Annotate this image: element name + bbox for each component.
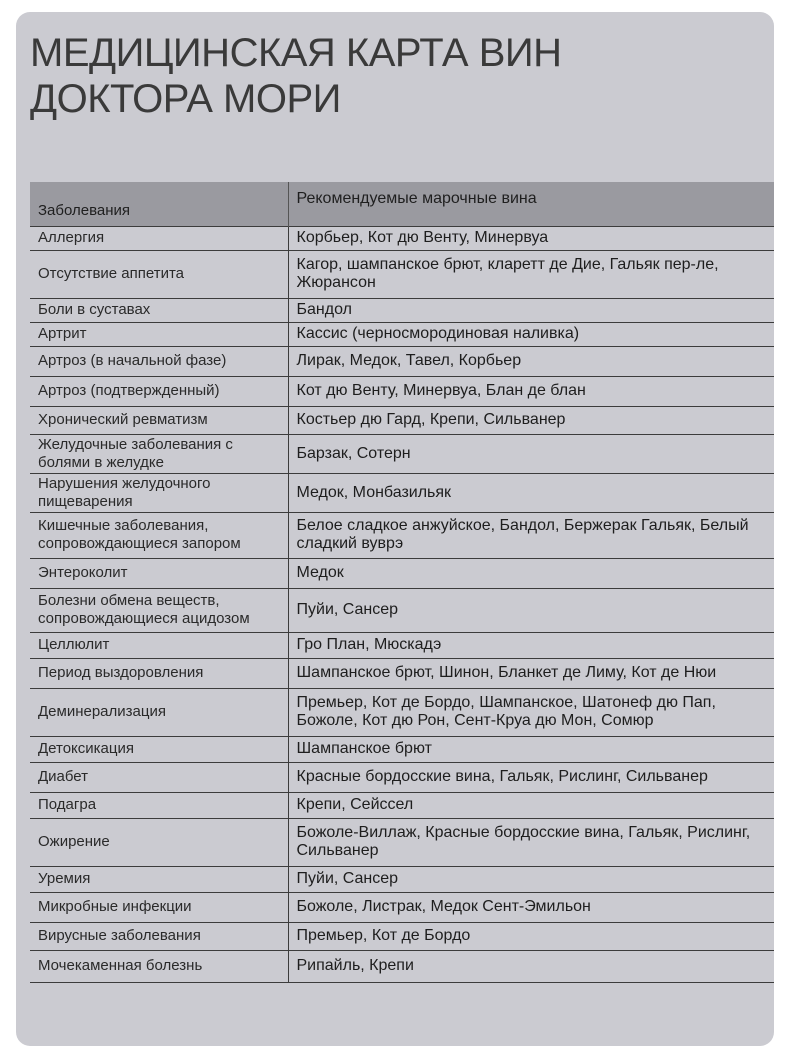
book-page [16, 12, 774, 1046]
disease-cell: Кишечные заболевания, сопровождающиеся запором [30, 512, 288, 558]
disease-cell: Артрит [30, 322, 288, 346]
wines-cell: Рипайль, Крепи [288, 950, 774, 982]
disease-cell: Боли в суставах [30, 298, 288, 322]
wines-cell: Гро План, Мюскадэ [288, 632, 774, 658]
table-row [30, 322, 774, 346]
disease-cell: Вирусные заболевания [30, 922, 288, 950]
wines-cell: Бандол [288, 298, 774, 322]
wines-cell: Пуйи, Сансер [288, 866, 774, 892]
wines-cell: Божоле, Листрак, Медок Сент-Эмильон [288, 892, 774, 922]
table-row [30, 762, 774, 792]
table-row [30, 406, 774, 434]
title-line-2: ДОКТОРА МОРИ [30, 77, 341, 121]
wines-cell: Пуйи, Сансер [288, 588, 774, 632]
disease-cell: Период выздоровления [30, 658, 288, 688]
table-row [30, 922, 774, 950]
wines-cell: Медок, Монбазильяк [288, 473, 774, 512]
wines-cell: Крепи, Сейссел [288, 792, 774, 818]
table-row [30, 558, 774, 588]
disease-cell: Ожирение [30, 818, 288, 866]
table-row [30, 658, 774, 688]
page-title [30, 30, 562, 122]
disease-cell: Мочекаменная болезнь [30, 950, 288, 982]
wines-cell: Красные бордосские вина, Гальяк, Рислинг, Сильванер [288, 762, 774, 792]
wines-cell: Корбьер, Кот дю Венту, Минервуа [288, 226, 774, 250]
header-wines: Рекомендуемые марочные вина [288, 182, 774, 226]
wines-cell: Божоле-Виллаж, Красные бордосские вина, Гальяк, Рислинг, Сильванер [288, 818, 774, 866]
disease-cell: Артроз (в начальной фазе) [30, 346, 288, 376]
wines-cell: Кагор, шампанское брют, кларетт де Дие, Гальяк пер-ле, Жюрансон [288, 250, 774, 298]
table-row [30, 632, 774, 658]
disease-cell: Аллергия [30, 226, 288, 250]
table-row [30, 376, 774, 406]
disease-cell: Деминерализация [30, 688, 288, 736]
wines-cell: Кассис (черносмородиновая наливка) [288, 322, 774, 346]
header-disease: Заболевания [30, 182, 288, 226]
disease-cell: Уремия [30, 866, 288, 892]
disease-cell: Хронический ревматизм [30, 406, 288, 434]
table-row [30, 792, 774, 818]
disease-cell: Целлюлит [30, 632, 288, 658]
disease-cell: Энтероколит [30, 558, 288, 588]
wines-cell: Кот дю Венту, Минервуа, Блан де блан [288, 376, 774, 406]
wines-cell: Лирак, Медок, Тавел, Корбьер [288, 346, 774, 376]
table-row [30, 892, 774, 922]
table-row [30, 298, 774, 322]
table-row [30, 736, 774, 762]
title-line-1: МЕДИЦИНСКАЯ КАРТА ВИН [30, 31, 562, 75]
table-row [30, 950, 774, 982]
wines-cell: Костьер дю Гард, Крепи, Сильванер [288, 406, 774, 434]
wines-cell: Белое сладкое анжуйское, Бандол, Бержерак Гальяк, Белый сладкий вуврэ [288, 512, 774, 558]
table-row [30, 346, 774, 376]
table-header-row [30, 182, 774, 226]
disease-cell: Артроз (подтвержденный) [30, 376, 288, 406]
disease-cell: Отсутствие аппетита [30, 250, 288, 298]
table-row [30, 434, 774, 473]
wines-cell: Премьер, Кот де Бордо [288, 922, 774, 950]
table-row [30, 250, 774, 298]
disease-cell: Диабет [30, 762, 288, 792]
wine-table [30, 182, 774, 983]
disease-cell: Подагра [30, 792, 288, 818]
wines-cell: Медок [288, 558, 774, 588]
wines-cell: Барзак, Сотерн [288, 434, 774, 473]
disease-cell: Болезни обмена веществ, сопровождающиеся ацидозом [30, 588, 288, 632]
disease-cell: Желудочные заболевания с болями в желудке [30, 434, 288, 473]
table-row [30, 226, 774, 250]
table-row [30, 473, 774, 512]
wines-cell: Премьер, Кот де Бордо, Шампанское, Шатонеф дю Пап, Божоле, Кот дю Рон, Сент-Круа дю Мон, Сомюр [288, 688, 774, 736]
wines-cell: Шампанское брют, Шинон, Бланкет де Лиму, Кот де Нюи [288, 658, 774, 688]
table-row [30, 866, 774, 892]
disease-cell: Нарушения желудочного пищеварения [30, 473, 288, 512]
table-row [30, 512, 774, 558]
table-row [30, 688, 774, 736]
table-row [30, 588, 774, 632]
disease-cell: Детоксикация [30, 736, 288, 762]
disease-cell: Микробные инфекции [30, 892, 288, 922]
table-row [30, 818, 774, 866]
wines-cell: Шампанское брют [288, 736, 774, 762]
